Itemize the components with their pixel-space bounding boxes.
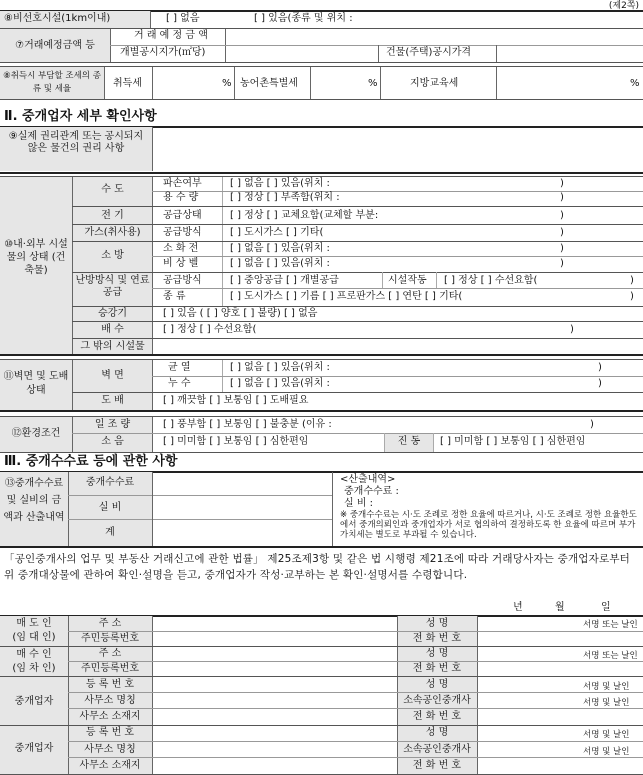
sec12-label: ⑫환경조건 [11, 428, 61, 439]
calc-title: <산출내역> [340, 474, 396, 485]
buyer-sign[interactable]: 서명 또는 날인 [583, 651, 638, 661]
gas-label: 가스(취사용) [84, 227, 141, 238]
elevator-label: 승강기 [98, 308, 127, 319]
electric-label: 전 기 [101, 210, 124, 221]
noise-opts[interactable]: [ ] 미미함 [ ] 보통임 [ ] 심한편임 [163, 436, 309, 447]
vib-opts[interactable]: [ ] 미미함 [ ] 보통임 [ ] 심한편임 [440, 436, 586, 447]
seller-addr-label: 주 소 [98, 618, 122, 629]
fee-note: ※ 중개수수료는 시·도 조례로 정한 요율에 따르거나, 시·도 조례로 정한 요율한도에서 중개의뢰인과 중개업자가 서로 협의하여 결정하도록 한 요율에 따르며 부가가치세는 별도로 부과될 수 있습니다. [340, 510, 637, 540]
date-month: 월 [555, 602, 565, 613]
agent1-office-label: 사무소 명칭 [84, 695, 136, 706]
date-day: 일 [601, 602, 611, 613]
agent1-reg-label: 등 록 번 호 [85, 679, 135, 690]
water-sub1: 파손여부 [163, 178, 202, 189]
agent1-sign2[interactable]: 서명 및 날인 [583, 698, 630, 708]
close-paren: ) [630, 291, 634, 302]
building-price-label: 건물(주택)공시가격 [386, 47, 472, 58]
total-label: 계 [105, 527, 115, 538]
drain-opts[interactable]: [ ] 정상 [ ] 수선요함( [163, 324, 257, 335]
other-facilities-label: 그 밖의 시설물 [80, 341, 145, 352]
agent2-sign1[interactable]: 서명 및 날인 [583, 730, 630, 740]
heating-sub1-opts[interactable]: [ ] 중앙공급 [ ] 개별공급 [230, 275, 339, 286]
agent2-office-label: 사무소 명칭 [84, 744, 136, 755]
section3-title: Ⅲ. 중개수수료 등에 관한 사항 [4, 454, 178, 469]
gas-opts[interactable]: [ ] 도시가스 [ ] 기타( [230, 227, 324, 238]
close-paren: ) [560, 227, 564, 238]
cert-text: 「공인중개사의 업무 및 부동산 거래신고에 관한 법률」 제25조제3항 및 같은 법 시행령 제21조에 따라 거래당사자는 중개업자로부터 위 중개대상물에 관하여 확인·설명을 듣고, 중개업자가 작성·교부하는 본 확인·설명서를 수령합니다. [4, 553, 631, 581]
fire-label: 소 방 [101, 250, 124, 261]
seller-name-label: 성 명 [425, 618, 449, 629]
close-paren: ) [560, 192, 564, 203]
sun-label: 일 조 량 [94, 419, 131, 430]
buyer-name-label: 성 명 [425, 648, 449, 659]
agent2-phone-label: 전 화 번 호 [412, 760, 462, 771]
fire-sub1-opts[interactable]: [ ] 없음 [ ] 있음(위치 : [230, 243, 330, 254]
rural-tax-label: 농어촌특별세 [240, 78, 298, 89]
agent2-sign2[interactable]: 서명 및 날인 [583, 747, 630, 757]
agent2-reg-label: 등 록 번 호 [85, 727, 135, 738]
buyer-addr-label: 주 소 [98, 648, 122, 659]
water-sub1-opts[interactable]: [ ] 없음 [ ] 있음(위치 : [230, 178, 330, 189]
close-paren: ) [598, 362, 602, 373]
heating-sub1: 공급방식 [163, 275, 202, 286]
page-ref: (제2쪽) [608, 1, 639, 11]
buyer-label: 매 수 인 (임 차 인) [12, 649, 56, 674]
calc-fee: 중개수수료 : [344, 486, 399, 497]
close-paren: ) [560, 210, 564, 221]
close-paren: ) [560, 178, 564, 189]
water-sub2-opts[interactable]: [ ] 정상 [ ] 부족함(위치 : [230, 192, 340, 203]
close-paren: ) [560, 258, 564, 269]
date-year: 년 [513, 602, 523, 613]
crack-label: 균 열 [168, 362, 191, 373]
agent2-label: 중개업자 [14, 743, 54, 754]
fire-sub2-opts[interactable]: [ ] 없음 [ ] 있음(위치 : [230, 258, 330, 269]
leak-opts[interactable]: [ ] 없음 [ ] 있음(위치 : [230, 378, 330, 389]
sun-opts[interactable]: [ ] 풍부함 [ ] 보통임 [ ] 불충분 (이유 : [163, 419, 332, 430]
paper-opts[interactable]: [ ] 깨끗함 [ ] 보통임 [ ] 도배필요 [163, 395, 309, 406]
agent2-name-label: 성 명 [425, 727, 449, 738]
agent1-name-label: 성 명 [425, 679, 449, 690]
fee-label: 중개수수료 [85, 477, 135, 488]
electric-opts[interactable]: [ ] 정상 [ ] 교체요함(교체할 부분: [230, 210, 379, 221]
drain-label: 배 수 [101, 324, 124, 335]
heating-label: 난방방식 및 연료공급 [75, 275, 150, 298]
elevator-opts[interactable]: [ ] 있음 ( [ ] 양호 [ ] 불량) [ ] 없음 [163, 308, 318, 319]
sec11-label: ⑪벽면 및 도배상태 [3, 371, 69, 396]
row8-label: ⑧비선호시설(1km이내) [4, 13, 111, 24]
agent1-phone-label: 전 화 번 호 [412, 711, 462, 722]
agent2-assoc-label: 소속공인중개사 [403, 744, 471, 755]
heating-sub2: 종 류 [163, 291, 186, 302]
water-sub2: 용 수 량 [163, 192, 199, 203]
item9-label: ⑨실제 권리관계 또는 공시되지 않은 물건의 권리 사항 [8, 131, 144, 154]
tax-label: ⑧취득시 부담할 조세의 종류 및 세율 [3, 71, 101, 94]
agent1-label: 중개업자 [14, 696, 54, 707]
vib-label: 진 동 [397, 436, 421, 447]
buyer-phone-label: 전 화 번 호 [412, 663, 462, 674]
seller-sign[interactable]: 서명 또는 날인 [583, 620, 638, 630]
gas-sub: 공급방식 [163, 227, 202, 238]
electric-sub: 공급상태 [163, 210, 202, 221]
leak-label: 누 수 [168, 378, 191, 389]
agent1-sign1[interactable]: 서명 및 날인 [583, 682, 630, 692]
agent1-assoc-label: 소속공인중개사 [403, 695, 471, 706]
heating-extra-opts[interactable]: [ ] 정상 [ ] 수선요함( [444, 275, 538, 286]
edu-tax-label: 지방교육세 [410, 78, 459, 89]
row7-label: ⑦거래예정금액 등 [15, 40, 95, 51]
seller-phone-label: 전 화 번 호 [412, 633, 462, 644]
buyer-regno-label: 주민등록번호 [81, 663, 139, 674]
acq-tax-pct: % [222, 78, 232, 89]
row8-opt1[interactable]: [ ] 없음 [166, 13, 200, 24]
noise-label: 소 음 [101, 436, 124, 447]
seller-label: 매 도 인 (임 대 인) [12, 618, 56, 643]
row8-opt2[interactable]: [ ] 있음(종류 및 위치 : [254, 13, 353, 24]
agent2-office-addr-label: 사무소 소재지 [79, 760, 141, 771]
fire-sub1: 소 화 전 [163, 243, 199, 254]
sec10-label: ⑩내·외부 시설물의 상태 (건축물) [4, 239, 68, 276]
paper-label: 도 배 [101, 395, 124, 406]
acq-tax-label: 취득세 [113, 78, 142, 89]
crack-opts[interactable]: [ ] 없음 [ ] 있음(위치 : [230, 362, 330, 373]
calc-cost: 실 비 : [344, 498, 374, 509]
close-paren: ) [598, 378, 602, 389]
seller-regno-label: 주민등록번호 [81, 633, 139, 644]
close-paren: ) [560, 243, 564, 254]
deal-price-label: 거 래 예 정 금 액 [134, 30, 208, 41]
rural-tax-pct: % [368, 78, 378, 89]
close-paren: ) [570, 324, 574, 335]
agent1-office-addr-label: 사무소 소재지 [79, 711, 141, 722]
sec13-label: ⑬중개수수료 및 실비의 금액과 산출내역 [3, 478, 65, 523]
fire-sub2: 비 상 벨 [163, 258, 199, 269]
water-label: 수 도 [101, 184, 124, 195]
heating-sub2-opts[interactable]: [ ] 도시가스 [ ] 기름 [ ] 프로판가스 [ ] 연탄 [ ] 기타( [230, 291, 463, 302]
close-paren: ) [630, 275, 634, 286]
cost-label: 실 비 [98, 502, 122, 513]
section2-title: Ⅱ. 중개업자 세부 확인사항 [4, 109, 157, 124]
close-paren: ) [590, 419, 594, 430]
wall-label: 벽 면 [101, 370, 124, 381]
heating-extra: 시설작동 [388, 275, 427, 286]
land-price-label: 개별공시지가(㎡당) [120, 47, 206, 58]
edu-tax-pct: % [630, 78, 640, 89]
